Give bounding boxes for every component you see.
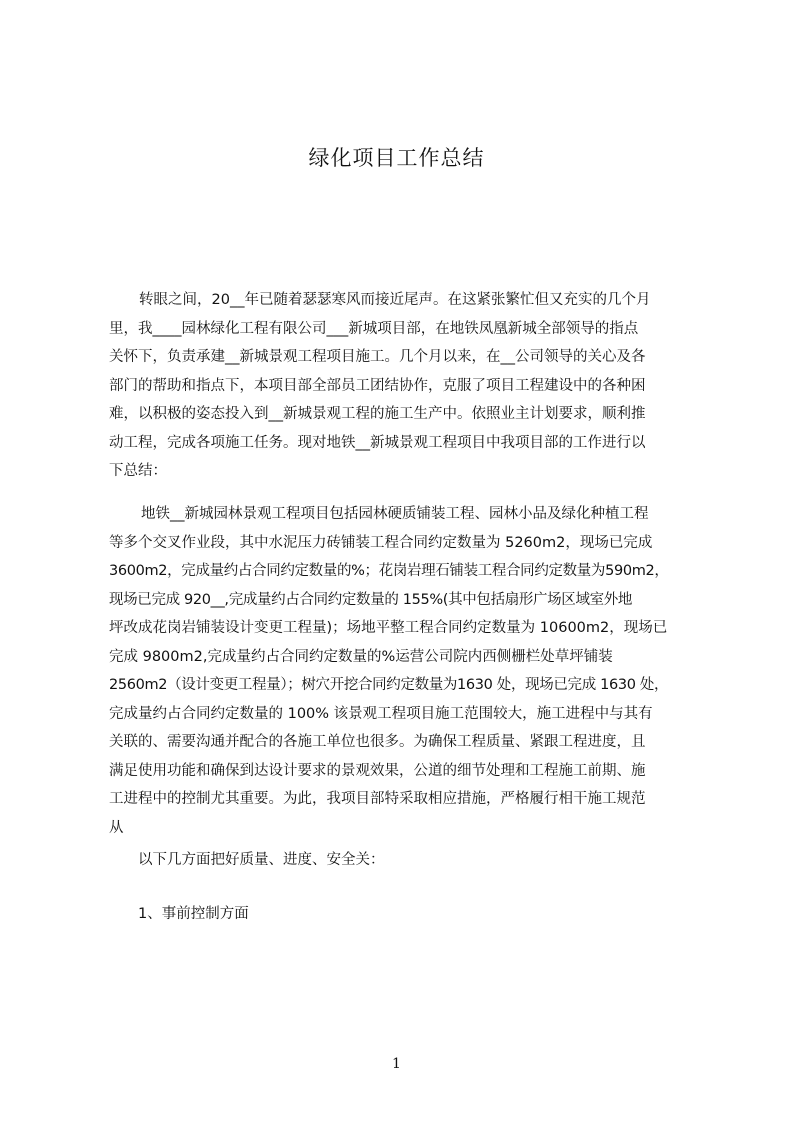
paragraph-line: 坪改成花岗岩铺装设计变更工程量)；场地平整工程合同约定数量为 10600m2，现场已 [109, 620, 668, 636]
paragraph-line: 部门的帮助和指点下，本项目部全部员工团结协作，克服了项目工程建设中的各种困 [109, 377, 646, 394]
paragraph-line: 转眼之间，20__年已随着瑟瑟寒风而接近尾声。在这紧张繁忙但又充实的几个月 [139, 292, 651, 308]
document-title: 绿化项目工作总结 [308, 146, 485, 170]
paragraph-line: 2560m2（设计变更工程量）；树穴开挖合同约定数量为1630 处，现场已完成 1630 处， [109, 677, 669, 693]
project-details-paragraph [109, 500, 701, 842]
quality-control-intro: 以下几方面把好质量、进度、安全关： [138, 852, 385, 868]
section-heading: 1、事前控制方面 [138, 906, 249, 922]
paragraph-line: 难，以积极的姿态投入到__新城景观工程的施工生产中。依照业主计划要求，顺利推 [109, 406, 646, 422]
paragraph-line: 动工程，完成各项施工任务。现对地铁__新城景观工程项目中我项目部的工作进行以 [109, 434, 646, 451]
page-number: 1 [392, 1056, 401, 1072]
paragraph-line: 现场已完成 920__,完成量约占合同约定数量的 155%(其中包括扇形广场区域室外地 [109, 591, 633, 608]
paragraph-line: 地铁__新城园林景观工程项目包括园林硬质铺装工程、园林小品及绿化种植工程 [141, 506, 649, 522]
paragraph-line: 下总结： [109, 463, 167, 479]
paragraph-line: 工进程中的控制尤其重要。为此，我项目部特采取相应措施，严格履行相干施工规范 [109, 791, 646, 807]
paragraph-line: 完成量约占合同约定数量的 100% 该景观工程项目施工范围较大，施工进程中与其有 [109, 705, 653, 722]
paragraph-line: 3600m2，完成量约占合同约定数量的%；花岗岩理石铺装工程合同约定数量为590m2， [109, 563, 669, 579]
paragraph-line: 完成 9800m2,完成量约占合同约定数量的%运营公司院内西侧栅栏处草坪铺装 [109, 648, 613, 665]
paragraph-line: 满足使用功能和确保到达设计要求的景观效果，公道的细节处理和工程施工前期、施 [109, 762, 646, 779]
paragraph-line: 关联的、需要沟通并配合的各施工单位也很多。为确保工程质量、紧跟工程进度，且 [109, 734, 646, 750]
paragraph-line: 从 [109, 819, 124, 836]
paragraph-line: 里，我____园林绿化工程有限公司___新城项目部，在地铁凤凰新城全部领导的指点 [109, 320, 639, 337]
intro-paragraph [109, 286, 701, 486]
paragraph-line: 等多个交叉作业段，其中水泥压力砖铺装工程合同约定数量为 5260m2，现场已完成 [109, 534, 653, 551]
paragraph-line: 关怀下，负责承建__新城景观工程项目施工。几个月以来，在__公司领导的关心及各 [109, 349, 646, 365]
